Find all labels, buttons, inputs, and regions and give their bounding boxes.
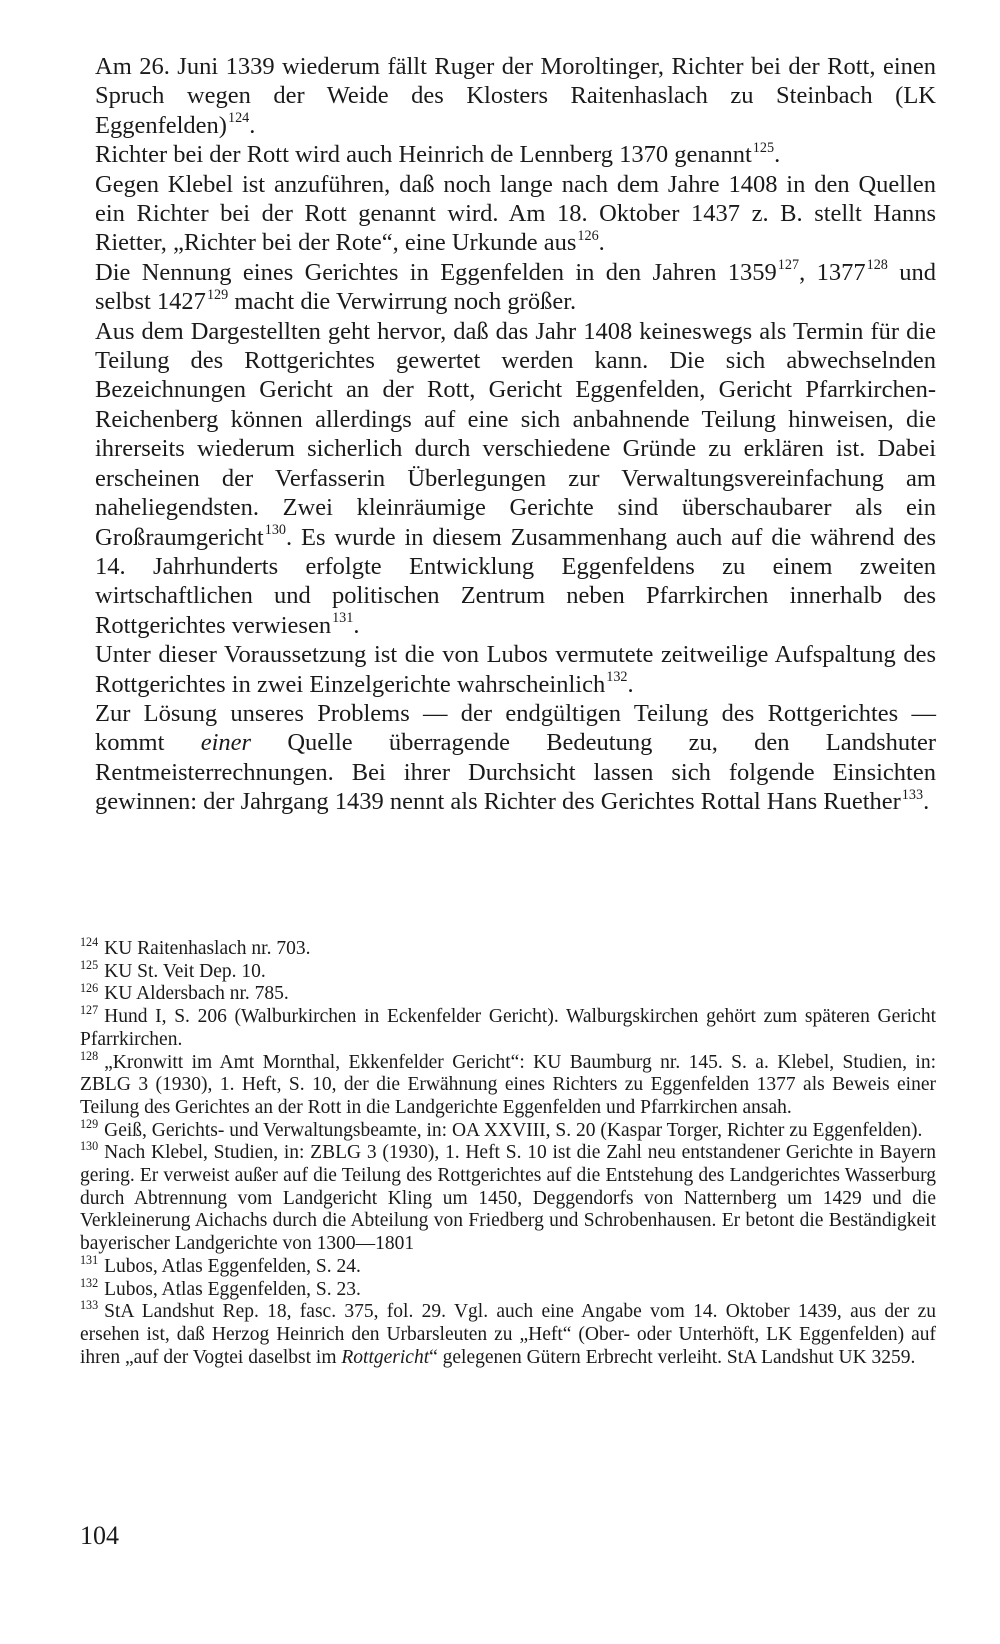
footnotes xyxy=(80,935,936,1369)
footnote-ref[interactable]: 129 xyxy=(206,286,229,303)
footnote-ref[interactable]: 132 xyxy=(606,668,628,685)
emphasis: Rottgericht xyxy=(341,1346,430,1368)
footnote-ref[interactable]: 124 xyxy=(227,110,250,127)
emphasis: einer xyxy=(200,729,252,757)
footnote-ref[interactable]: 131 xyxy=(332,610,354,627)
footnote: $^{132}$ Lubos, Atlas Eggenfelden, S. 23. xyxy=(80,1275,361,1300)
footnote: $^{131}$ Lubos, Atlas Eggenfelden, S. 24. xyxy=(80,1253,361,1277)
main-text xyxy=(95,52,936,817)
footnote: $^{130}$ Nach Klebel, Studien, in: ZBLG 3 (1930), 1. Heft S. 10 ist die Zahl neu entstandener Gerichte in Bayern gering. Er verweist außer auf die Teilung des Rottgerichtes auf die Entstehung des Landgerichtes Wasserburg durch Abtrennung vom Landgericht Kling um 1450, Deggendorfs von Natternberg um 1429 und die Verkleinerung Aichachs durch die Abteilung von Friedberg und Schrobenhausen. Er betont die Beständigkeit bayerischer Landgerichte von 1300—1801 xyxy=(80,1139,936,1255)
footnote-ref[interactable]: 127 xyxy=(777,257,800,274)
paragraph: Aus dem Dargestellten geht hervor, daß das Jahr 1408 keineswegs als Termin für die Teilung des Rottgerichtes gewertet werden kann. Die sich abwechselnden Bezeichnungen Gericht an der Rott, Gericht Eggenfelden, Gericht Pfarrkirchen-Reichenberg können allerdings auf eine sich anbahnende Teilung hinweisen, die ihrerseits wiederum sicherlich durch verschiedene Gründe zu erklären ist. Dabei erscheinen der Verfasserin Überlegungen zur Verwaltungsvereinfachung am naheliegendsten. Zwei kleinräumige Gerichte sind überschaubarer als ein Großraumgericht$^{130}$. Es wurde in diesem Zusammenhang auch auf die während des 14. Jahrhunderts erfolgte Entwicklung Eggenfeldens zu einem zweiten wirtschaftlichen und politischen Zentrum neben Pfarrkirchen innerhalb des Rottgerichtes verwiesen$^{131}$. xyxy=(95,317,936,639)
footnote-ref[interactable]: 130 xyxy=(264,521,287,538)
paragraph: Gegen Klebel ist anzuführen, daß noch lange nach dem Jahre 1408 in den Quellen ein Richter bei der Rott genannt wird. Am 18. Oktober 1437 z. B. stellt Hanns Rietter, „Richter bei der Rote“, eine Urkunde aus$^{126}$. xyxy=(95,170,936,257)
footnote-ref[interactable]: 126 xyxy=(577,227,599,244)
footnote-ref[interactable]: 125 xyxy=(752,139,775,156)
footnote-ref[interactable]: 128 xyxy=(866,257,888,274)
footnote-ref[interactable]: 133 xyxy=(901,786,924,803)
paragraph: Zur Lösung unseres Problems — der endgültigen Teilung des Rottgerichtes — kommt einer Quelle überragende Bedeutung zu, den Landshuter Rentmeisterrechnungen. Bei ihrer Durchsicht lassen sich folgende Einsichten gewinnen: der Jahrgang 1439 nennt als Richter des Gerichtes Rottal Hans Ruether$^{133}$. xyxy=(95,699,937,816)
paragraph: Die Nennung eines Gerichtes in Eggenfelden in den Jahren 1359$^{127}$, 1377$^{128}$ und selbst 1427$^{129}$ macht die Verwirrung noch größer. xyxy=(95,257,937,316)
footnote: $^{128}$ „Kronwitt im Amt Mornthal, Ekkenfelder Gericht“: KU Baumburg nr. 145. S. a. Klebel, Studien, in: ZBLG 3 (1930), 1. Heft, S. 10, der die Erwähnung eines Richters zu Eggenfelden 1377 als Beweis einer Teilung des Gerichtes an der Rott in die Landgerichte Eggenfelden und Pfarrkirchen ansah. xyxy=(80,1048,936,1118)
footnote: $^{133}$ StA Landshut Rep. 18, fasc. 375, fol. 29. Vgl. auch eine Angabe vom 14. Oktober 1439, aus der zu ersehen ist, daß Herzog Heinrich den Urbarsleuten zu „Heft“ (Ober- oder Unterhöft, LK Eggenfelden) auf ihren „auf der Vogtei daselbst im Rottgericht“ gelegenen Gütern Erbrecht verleiht. StA Landshut UK 3259. xyxy=(80,1298,936,1368)
footnote: $^{126}$ KU Aldersbach nr. 785. xyxy=(80,980,289,1005)
footnote: $^{124}$ KU Raitenhaslach nr. 703. xyxy=(80,935,311,959)
footnote: $^{125}$ KU St. Veit Dep. 10. xyxy=(80,957,266,982)
paragraph: Unter dieser Voraussetzung ist die von Lubos vermutete zeitweilige Aufspaltung des Rottgerichtes in zwei Einzelgerichte wahrscheinlich$^{132}$. xyxy=(95,641,936,698)
paragraph: Am 26. Juni 1339 wiederum fällt Ruger der Moroltinger, Richter bei der Rott, einen Spruch wegen der Weide des Klosters Raitenhaslach zu Steinbach (LK Eggenfelden)$^{124}$. xyxy=(95,53,936,139)
footnote: $^{129}$ Geiß, Gerichts- und Verwaltungsbeamte, in: OA XXVIII, S. 20 (Kaspar Torger, Richter zu Eggenfelden). xyxy=(80,1116,923,1141)
page-number: 104 xyxy=(80,1521,119,1550)
paragraph: Richter bei der Rott wird auch Heinrich de Lennberg 1370 genannt$^{125}$. xyxy=(95,139,781,169)
footnote: $^{127}$ Hund I, S. 206 (Walburkirchen in Eckenfelder Gericht). Walburgskirchen gehört zum späteren Gericht Pfarrkirchen. xyxy=(80,1003,936,1050)
